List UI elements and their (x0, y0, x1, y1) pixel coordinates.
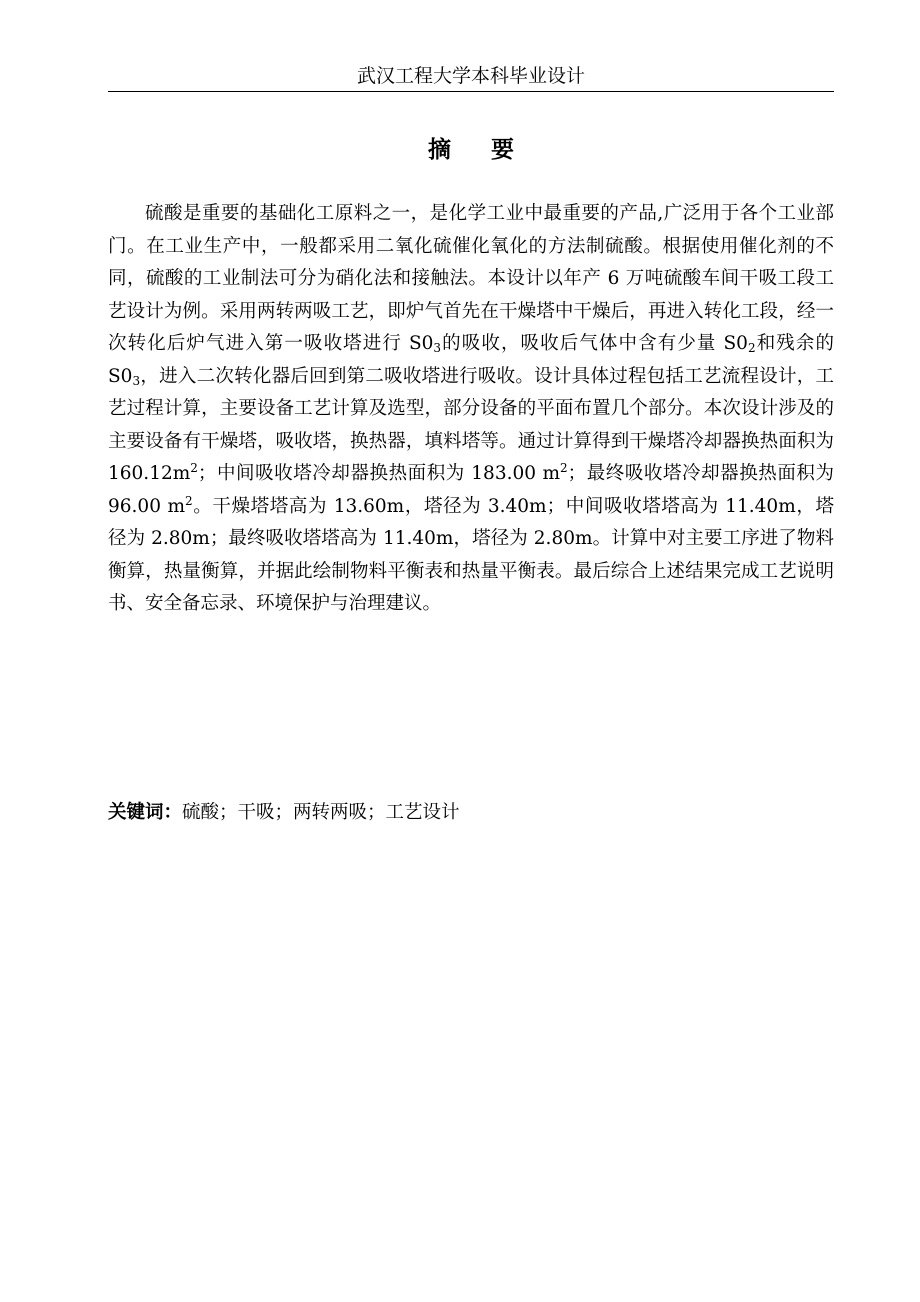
superscript-2b: 2 (560, 461, 568, 475)
abstract-text-4: ，进入二次转化器后回到第二吸收塔进行吸收。设计具体过程包括工艺流程设计，工艺过程计算，主要设备工艺计算及选型，部分设备的平面布置几个部分。本次设计涉及的主要设备有干燥塔，吸收塔，换热器，填料塔等。通过计算得到干燥塔冷却器换热面积为 160.12m (108, 365, 834, 484)
abstract-text-3: 和残余的 S0 (108, 333, 834, 387)
abstract-text-5: ；中间吸收塔冷却器换热面积为 183.00 m (197, 463, 560, 484)
superscript-2c: 2 (185, 493, 193, 508)
superscript-2a: 2 (190, 461, 198, 475)
subscript-3b: 3 (132, 373, 141, 388)
abstract-text-2: 的吸收，吸收后气体中含有少量 S0 (441, 333, 748, 354)
header-divider (108, 91, 834, 92)
abstract-paragraph (108, 198, 834, 621)
keywords-text: 硫酸；干吸；两转两吸；工艺设计 (182, 802, 460, 823)
abstract-text-1: 硫酸是重要的基础化工原料之一，是化学工业中最重要的产品,广泛用于各个工业部门。在工业生产中，一般都采用二氧化硫催化氧化的方法制硫酸。根据使用催化剂的不同，硫酸的工业制法可分为硝化法和接触法。本设计以年产 6 万吨硫酸车间干吸工段工艺设计为例。采用两转两吸工艺，即炉气首先在干燥塔中干燥后，再进入转化工段，经一次转化后炉气进入第一吸收塔进行 S0 (108, 203, 834, 354)
subscript-2: 2 (747, 341, 756, 355)
abstract-body (108, 198, 834, 621)
abstract-heading-char-2: 要 (491, 136, 514, 163)
header-title: 武汉工程大学本科毕业设计 (356, 65, 585, 87)
abstract-text-6: ；最终吸收塔冷却器换热面积为 96.00 m (108, 463, 834, 517)
abstract-text-7: 。干燥塔塔高为 13.60m，塔径为 3.40m；中间吸收塔塔高为 11.40m，塔径为 2.80m；最终吸收塔塔高为 11.40m，塔径为 2.80m。计算中对主要工序进了物料衡算，热量衡算，并据此绘制物料平衡表和热量平衡表。最后综合上述结果完成工艺说明书、安全备忘录、环境保护与治理建议。 (108, 495, 834, 614)
keywords-line (108, 798, 834, 828)
abstract-heading-char-1: 摘 (428, 136, 451, 163)
abstract-heading (108, 134, 834, 166)
page-header (108, 62, 834, 90)
keywords-label: 关键词： (108, 802, 183, 823)
subscript-3: 3 (433, 341, 442, 355)
